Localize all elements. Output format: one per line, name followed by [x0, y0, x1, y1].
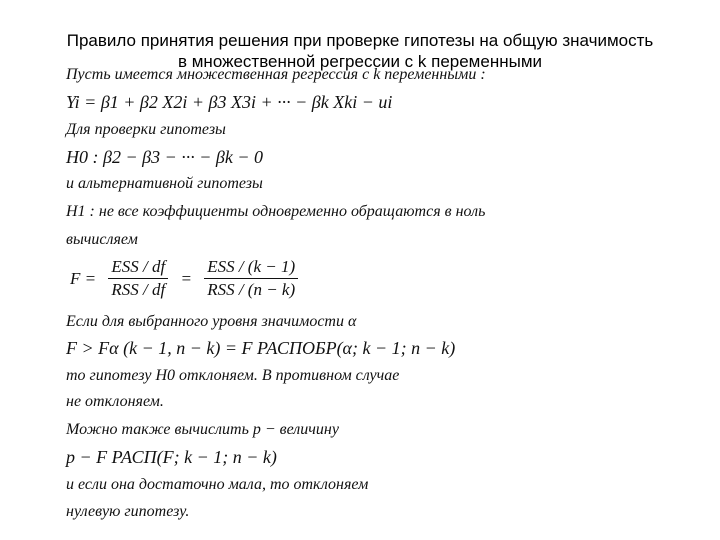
fraction-1-denominator: RSS / df	[111, 280, 166, 299]
alternative-hypothesis-text: и альтернативной гипотезы	[66, 175, 263, 192]
fraction-2-numerator: ESS / (k − 1)	[204, 256, 298, 279]
null-hypothesis-text: нулевую гипотезу.	[66, 503, 190, 520]
formula-lhs: F =	[70, 268, 97, 288]
intro-text: Пусть имеется множественная регрессия с k переменными :	[66, 66, 486, 83]
check-hypothesis-text: Для проверки гипотезы	[66, 121, 226, 138]
title-line-2: в множественной регрессии с k переменными	[177, 52, 543, 71]
f-statistic-formula	[66, 256, 302, 301]
not-reject-text: не отклоняем.	[66, 393, 164, 410]
fraction-1	[108, 256, 168, 301]
fraction-2-denominator: RSS / (n − k)	[207, 280, 296, 299]
null-hypothesis: H0 : β2 − β3 − ··· − βk − 0	[66, 147, 263, 167]
p-value-text: Можно также вычислить p − величину	[66, 421, 339, 438]
formula-equals: =	[180, 268, 192, 288]
reject-text: то гипотезу H0 отклоняем. В противном случае	[66, 367, 400, 384]
if-small-text: и если она достаточно мала, то отклоняем	[66, 476, 369, 493]
significance-level-text: Если для выбранного уровня значимости α	[66, 313, 357, 330]
fraction-1-numerator: ESS / df	[108, 256, 168, 279]
regression-model: Yi = β1 + β2 X2i + β3 X3i + ··· − βk Xki − ui	[66, 92, 393, 112]
title-line-1: Правило принятия решения при проверке гипотезы на общую значимость	[66, 31, 654, 50]
f-critical-condition: F > Fα (k − 1, n − k) = F РАСПОБР(α; k − 1; n − k)	[66, 338, 456, 358]
p-value-formula: p − F РАСП(F; k − 1; n − k)	[66, 447, 277, 467]
fraction-2	[204, 256, 298, 301]
compute-text: вычисляем	[66, 231, 138, 248]
alternative-hypothesis: H1 : не все коэффициенты одновременно обращаются в ноль	[66, 203, 486, 220]
